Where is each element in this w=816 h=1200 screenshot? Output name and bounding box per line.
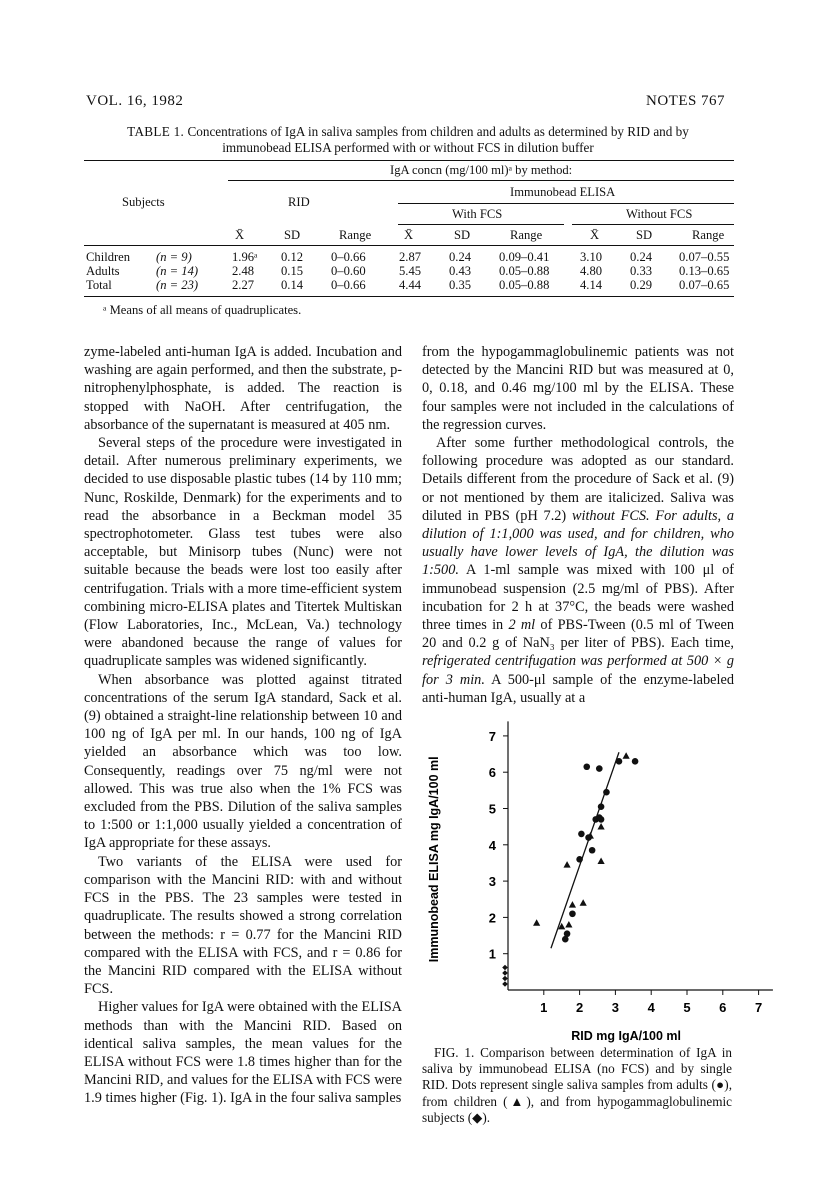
child-point: [580, 899, 587, 905]
rid-header: RID: [288, 195, 310, 209]
table-caption-line2: immunobead ELISA performed with or without FCS in dilution buffer: [222, 140, 594, 155]
adult-point: [616, 758, 623, 765]
row-n: (n = 23): [156, 278, 199, 292]
stat-header: SD: [636, 228, 653, 242]
child-point: [569, 901, 576, 907]
row-n: (n = 9): [156, 250, 192, 264]
table-caption: [88, 124, 728, 156]
paragraph: Several steps of the procedure were investigated in detail. After numerous preliminary experiments, we decided to use disposable plastic tubes (14 by 110 mm; Nunc, Roskilde, Denmark) for the experiments and to read the absorbance in a Beckman model 35 spectrophotometer. Glass test tubes were also acceptable, but Minisorp tubes (Nunc) were not suitable because the beads were lost too easily after centrifugation. Trials with a more time-efficient system combining micro-ELISA plates and Titertek Multiskan (Flow Laboratories, Inc., McLean, Va.) technology were abandoned because the range of values for quadruplicate samples was widened significantly.: [84, 435, 402, 670]
cell: 1.96ᵃ: [232, 250, 258, 264]
adult-point: [632, 758, 639, 765]
table-top-rule: [84, 160, 734, 161]
adult-point: [578, 831, 585, 838]
hypogamma-point: [502, 976, 508, 982]
y-tick-label: 1: [488, 946, 496, 962]
italic-run: refrigerated centrifugation was performed at 500 × g for 3 min.: [422, 653, 734, 688]
cell: 0.09–0.41: [499, 250, 550, 264]
spanner-rule: [228, 180, 734, 181]
italic-run: 2 ml: [508, 617, 536, 634]
cell: 2.87: [399, 250, 422, 264]
stat-header: SD: [454, 228, 471, 242]
row-label: Adults: [86, 264, 120, 278]
adult-point: [576, 856, 583, 863]
adult-point: [589, 847, 596, 854]
page-number: 767: [701, 93, 725, 109]
text-run: of PBS-Tween (0.5 ml of Tween 20 and 0.2 g of NaN₃ per liter of PBS). Each time,: [422, 617, 735, 652]
table-row: [84, 278, 734, 294]
x-axis-label: RID mg IgA/100 ml: [571, 1029, 682, 1043]
stat-header: X̄: [404, 228, 414, 242]
x-tick-label: 4: [647, 1000, 655, 1015]
header-bottom-rule: [84, 245, 734, 246]
x-tick-label: 6: [719, 1000, 727, 1015]
regression-line: [551, 752, 619, 948]
hypogamma-point: [502, 970, 508, 976]
cell: 3.10: [580, 250, 603, 264]
hypogamma-point: [502, 965, 508, 971]
cell: 0.35: [449, 278, 472, 292]
adult-point: [569, 910, 576, 917]
adult-point: [564, 930, 571, 937]
cell: 0.12: [281, 250, 304, 264]
cell: 0.15: [281, 264, 304, 278]
table-spanner: IgA concn (mg/100 ml)ᵃ by method:: [390, 163, 573, 177]
elisa-rule: [398, 203, 734, 204]
running-head-right: NOTES: [646, 93, 697, 109]
cell: 0.29: [630, 278, 653, 292]
stat-header: Range: [510, 228, 543, 242]
cell: 5.45: [399, 264, 422, 278]
cell: 2.27: [232, 278, 255, 292]
cell: 0.07–0.55: [679, 250, 730, 264]
adult-point: [583, 763, 590, 770]
cell: 0.05–0.88: [499, 264, 550, 278]
cell: 0.24: [630, 250, 653, 264]
without-fcs-header: Without FCS: [626, 207, 693, 221]
child-point: [565, 921, 572, 927]
child-point: [563, 861, 570, 867]
left-column: [84, 343, 402, 1108]
y-tick-label: 4: [488, 837, 496, 853]
text-run: After some further methodological controls, the following procedure was adopted as our standard. Details different from the procedure of Sack et al. (9) or not mentioned by them are italicized. Saliva was diluted in PBS (pH 7.2): [422, 435, 734, 524]
without-fcs-rule: [572, 224, 734, 225]
y-tick-label: 5: [488, 801, 496, 817]
row-n: (n = 14): [156, 264, 199, 278]
cell: 4.80: [580, 264, 603, 278]
cell: 0.24: [449, 250, 472, 264]
cell: 0–0.60: [331, 264, 366, 278]
table-caption-line1: Concentrations of IgA in saliva samples from children and adults as determined by RID and by: [187, 124, 689, 139]
hypogamma-point: [502, 981, 508, 987]
adult-point: [596, 765, 603, 772]
with-fcs-header: With FCS: [452, 207, 503, 221]
stat-header: X̄: [235, 228, 245, 242]
y-tick-label: 3: [488, 874, 496, 890]
right-column: [422, 343, 734, 707]
table-bottom-rule: [84, 296, 734, 297]
cell: 0.33: [630, 264, 653, 278]
cell: 0.07–0.65: [679, 278, 730, 292]
cell: 4.44: [399, 278, 422, 292]
paragraph: [422, 434, 734, 707]
paragraph: from the hypogammaglobulinemic patients was not detected by the Mancini RID but was measured at 0, 0, 0.18, and 0.46 mg/100 ml by the ELISA. These four samples were not included in the calculations of the regression curves.: [422, 344, 734, 433]
child-point: [533, 919, 540, 925]
row-label: Total: [86, 278, 112, 292]
child-point: [623, 752, 630, 758]
stat-header: Range: [339, 228, 372, 242]
running-head-left: VOL. 16, 1982: [86, 93, 184, 109]
cell: 0–0.66: [331, 250, 366, 264]
x-tick-label: 5: [683, 1000, 691, 1015]
subjects-header: Subjects: [122, 195, 165, 209]
x-tick-label: 1: [540, 1000, 548, 1015]
child-point: [597, 823, 604, 829]
adult-point: [598, 816, 605, 823]
cell: 0–0.66: [331, 278, 366, 292]
cell: 2.48: [232, 264, 255, 278]
child-point: [597, 858, 604, 864]
figure-1-chart: [420, 720, 763, 1043]
cell: 0.13–0.65: [679, 264, 730, 278]
cell: 0.05–0.88: [499, 278, 550, 292]
paragraph: Higher values for IgA were obtained with the ELISA methods than with the Mancini RID. Based on identical saliva samples, the mean values for the ELISA without FCS were 1.8 times higher than for the Mancini RID, and values for the ELISA with FCS were 1.9 times higher (Fig. 1). IgA in the four saliva samples: [84, 999, 402, 1107]
paragraph: When absorbance was plotted against titrated concentrations of the serum IgA standard, Sack et al. (9) obtained a straight-line relationship between 10 and 100 ng of IgA per ml. In our hands, 100 ng of IgA yielded an absorbance which was too low. Consequently, readings over 75 ng/ml were not allowed. This was true also when the 1% FCS was excluded from the PBS. Dilution of the saliva samples to 1:500 or 1:1,000 usually yielded a concentration of IgA appropriate for these assays.: [84, 671, 402, 852]
text-run: A 1-ml sample was mixed with 100 μl of immunobead suspension (2.5 mg/ml of PBS). After incubation for 2 h at 37°C, the beads were washed three times in: [422, 562, 734, 634]
elisa-header: Immunobead ELISA: [510, 185, 616, 199]
paragraph: Two variants of the ELISA were used for comparison with the Mancini RID: with and without FCS in the PBS. The 23 samples were tested in quadruplicate. The results showed a strong correlation between the methods: r = 0.77 for the Mancini RID compared with the ELISA with FCS, and r = 0.86 for the Mancini RID compared with the ELISA without FCS.: [84, 853, 402, 998]
table-footnote: ᵃ Means of all means of quadruplicates.: [103, 303, 302, 317]
table-label: TABLE 1.: [127, 124, 185, 139]
cell: 0.14: [281, 278, 304, 292]
x-tick-label: 3: [611, 1000, 620, 1015]
figure-caption: FIG. 1. Comparison between determination of IgA in saliva by immunobead ELISA (no FCS) and by single RID. Dots represent single saliva samples from adults (●), from children (▲), and from hypogammaglobulinemic subjects (◆).: [422, 1045, 732, 1125]
y-tick-label: 2: [488, 910, 496, 926]
paragraph: zyme-labeled anti-human IgA is added. Incubation and washing are again performed, and then the substrate, p-nitrophenylphosphate, is added. The reaction is stopped with NaOH. After centrifugation, the absorbance of the supernatant is measured at 405 nm.: [84, 344, 402, 433]
cell: 0.43: [449, 264, 472, 278]
stat-header: Range: [692, 228, 725, 242]
y-axis-label: Immunobead ELISA mg IgA/100 ml: [427, 756, 441, 963]
stat-header: SD: [284, 228, 301, 242]
y-tick-label: 7: [488, 728, 496, 744]
row-label: Children: [86, 250, 131, 264]
adult-point: [603, 789, 610, 796]
text-run: A 500-μl sample of the enzyme-labeled anti-human IgA, usually at a: [422, 671, 734, 706]
adult-point: [598, 803, 605, 810]
italic-run: without FCS. For adults, a dilution of 1:1,000 was used, and for children, who usually have lower levels of IgA, the dilution was 1:500.: [422, 507, 734, 579]
with-fcs-rule: [398, 224, 564, 225]
x-tick-label: 7: [754, 1000, 763, 1015]
cell: 4.14: [580, 278, 603, 292]
stat-header: X̄: [590, 228, 600, 242]
x-tick-label: 2: [575, 1000, 584, 1015]
y-tick-label: 6: [488, 765, 496, 781]
